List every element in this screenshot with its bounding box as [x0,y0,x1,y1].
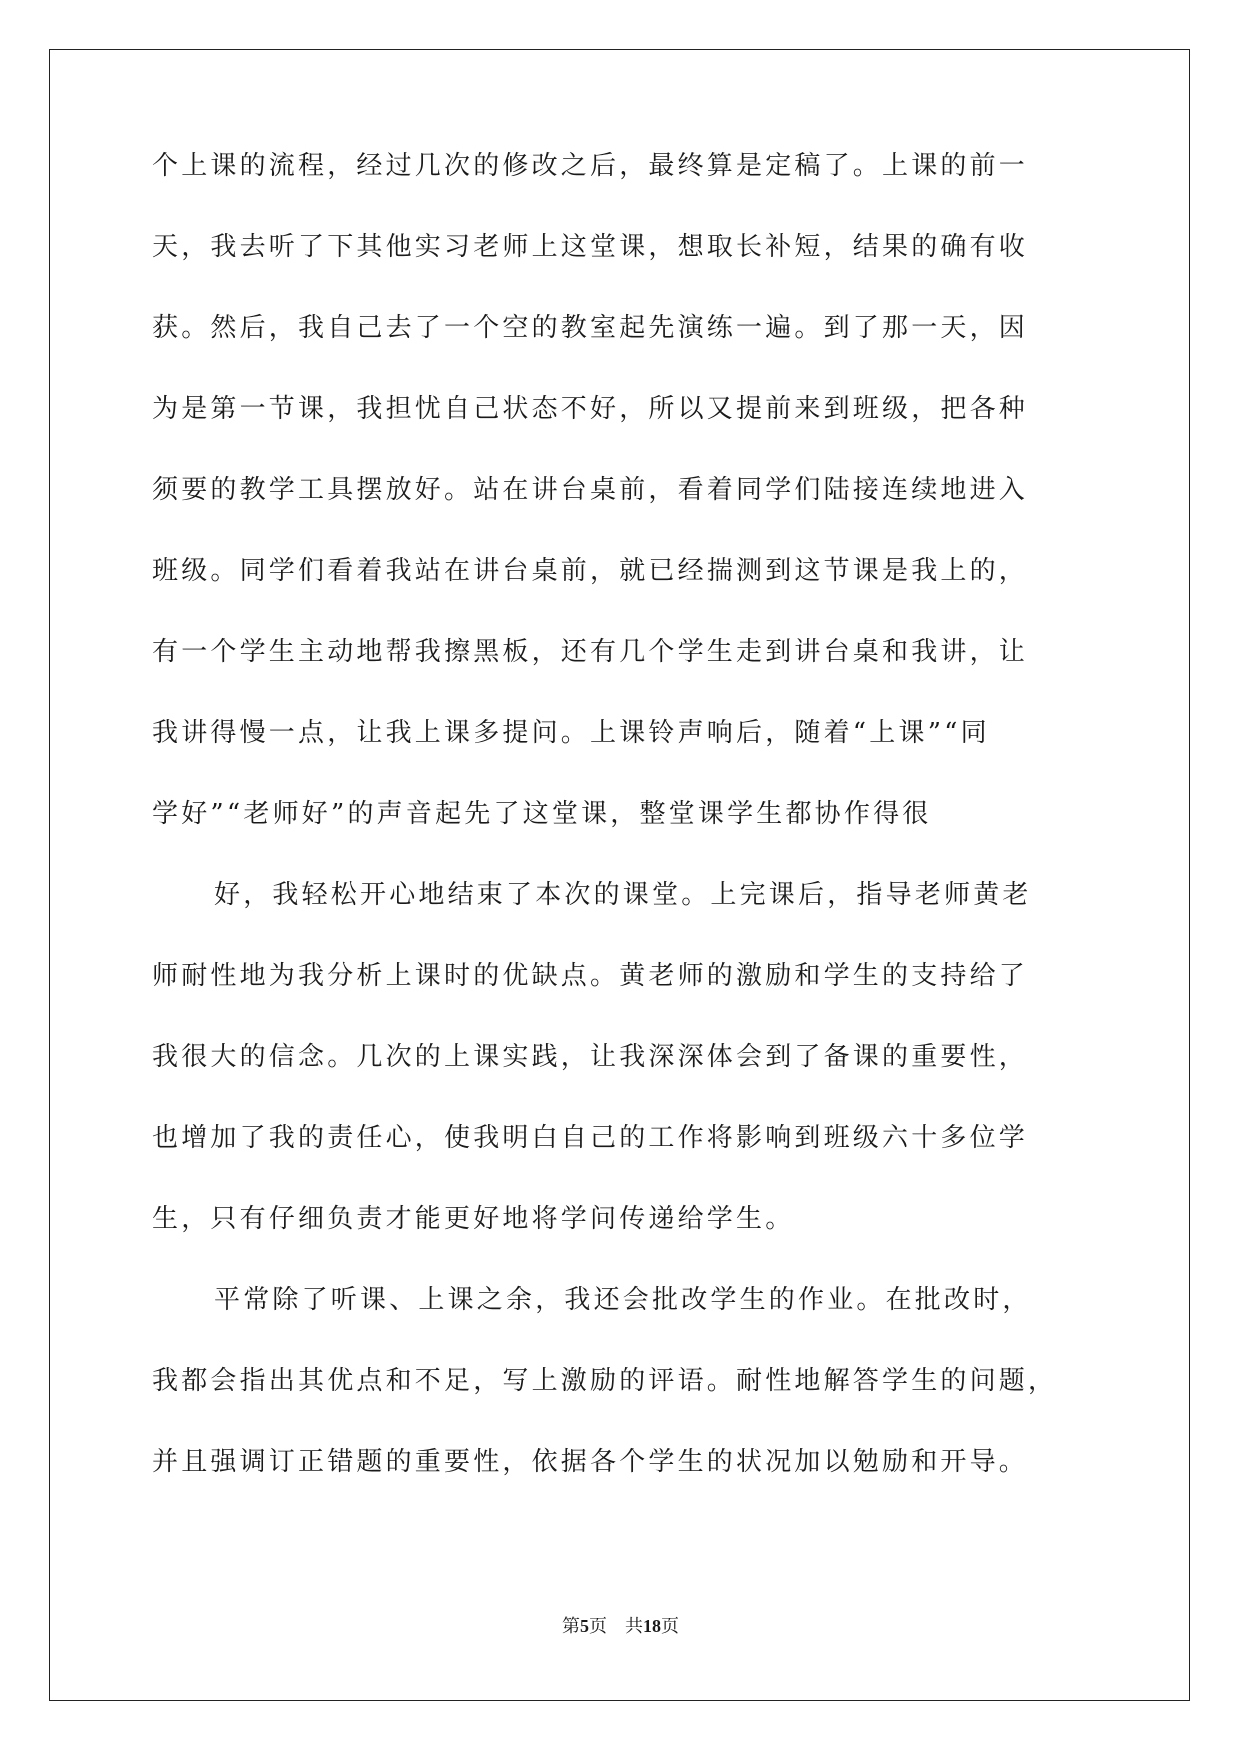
text-line: 有一个学生主动地帮我擦黑板，还有几个学生走到讲台桌和我讲，让 [152,637,1029,667]
document-body [152,150,1088,1527]
text-line: 也增加了我的责任心，使我明白自己的工作将影响到班级六十多位学 [152,1123,1029,1153]
page-total-number: 18 [643,1616,661,1636]
page-footer [0,1612,1241,1638]
text-line: 生，只有仔细负责才能更好地将学问传递给学生。 [152,1204,795,1234]
page-suffix: 页 [661,1616,679,1637]
text-line: 我很大的信念。几次的上课实践，让我深深体会到了备课的重要性， [152,1042,1029,1072]
text-line: 获。然后，我自己去了一个空的教室起先演练一遍。到了那一天，因 [152,313,1029,343]
text-line: 并且强调订正错题的重要性，依据各个学生的状况加以勉励和开导。 [152,1447,1029,1477]
text-line: 天，我去听了下其他实习老师上这堂课，想取长补短，结果的确有收 [152,232,1029,262]
page-mid: 页 共 [589,1616,643,1637]
text-line: 学好”“老师好”的声音起先了这堂课，整堂课学生都协作得很 [152,799,932,829]
page-current-number: 5 [580,1616,589,1636]
text-line: 须要的教学工具摆放好。站在讲台桌前，看着同学们陆接连续地进入 [152,475,1029,505]
page-prefix: 第 [562,1616,580,1637]
text-line: 师耐性地为我分析上课时的优缺点。黄老师的激励和学生的支持给了 [152,961,1029,991]
text-line: 为是第一节课，我担忧自己状态不好，所以又提前来到班级，把各种 [152,394,1029,424]
text-line: 好，我轻松开心地结束了本次的课堂。上完课后，指导老师黄老 [214,880,1032,910]
text-line: 班级。同学们看着我站在讲台桌前，就已经揣测到这节课是我上的， [152,556,1029,586]
text-line: 个上课的流程，经过几次的修改之后，最终算是定稿了。上课的前一 [152,151,1029,181]
text-line: 我讲得慢一点，让我上课多提问。上课铃声响后，随着“上课”“同 [152,718,990,748]
text-line: 平常除了听课、上课之余，我还会批改学生的作业。在批改时， [214,1285,1032,1315]
text-line: 我都会指出其优点和不足，写上激励的评语。耐性地解答学生的问题， [152,1366,1058,1396]
